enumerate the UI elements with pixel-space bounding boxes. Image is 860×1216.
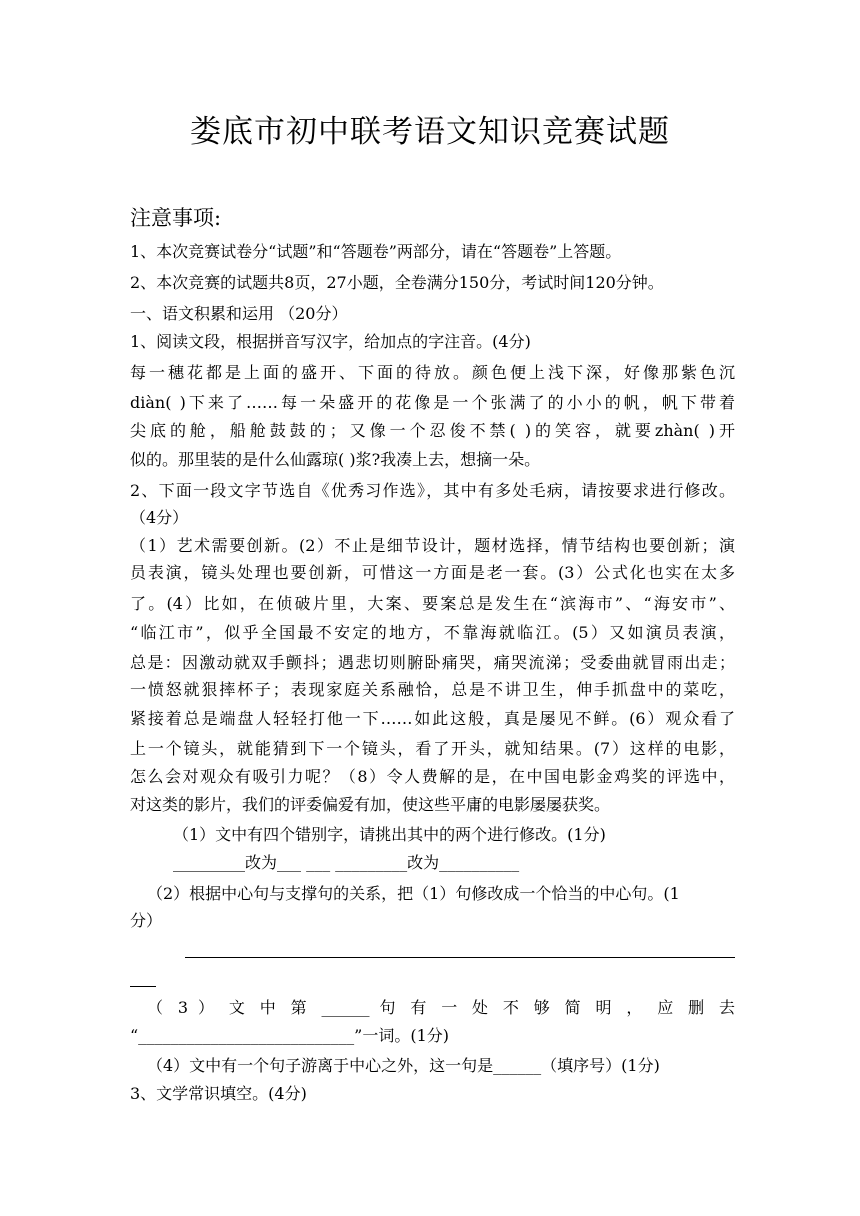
- question-heading: 1、阅读文段，根据拼音写汉字，给加点的字注音。(4分): [130, 332, 531, 351]
- notice-heading: 注意事项:: [130, 206, 222, 230]
- passage-line: （1）艺术需要创新。(2）不止是细节设计，题材选择，情节结构也要创新；演: [130, 536, 735, 555]
- passage-line: diàn( )下来了……每一朵盛开的花像是一个张满了的小小的帆，帆下带着: [130, 393, 735, 412]
- passage-line: 一愤怒就狠摔杯子；表现家庭关系融恰，总是不讲卫生，伸手抓盘中的菜吃，: [130, 680, 735, 699]
- subquestion-3: （ 3 ） 文 中 第 ______ 句 有 一 处 不 够 简 明 ， 应 删 去: [147, 998, 735, 1017]
- subquestion-1: （1）文中有四个错别字，请挑出其中的两个进行修改。(1分): [173, 825, 606, 844]
- question-heading: 2、下面一段文字节选自《优秀习作选》，其中有多处毛病，请按要求进行修改。: [130, 481, 735, 500]
- answer-line[interactable]: [185, 957, 735, 958]
- passage-line: “临江市”，似乎全国最不安定的地方，不靠海就临江。(5）又如演员表演，: [130, 623, 735, 642]
- section-heading: 一、语文积累和运用 （20分）: [130, 304, 348, 323]
- subquestion-2: （2）根据中心句与支撑句的关系，把（1）句修改成一个恰当的中心句。(1: [147, 884, 680, 903]
- passage-line: 总是：因激动就双手颤抖；遇悲切则腑卧痛哭，痛哭流涕；受委曲就冒雨出走；: [130, 653, 735, 672]
- subquestion-3-cont: “___________________________”一词。(1分): [130, 1026, 450, 1045]
- passage-line: 上一个镜头，就能猜到下一个镜头，看了开头，就知结果。(7）这样的电影，: [130, 739, 735, 758]
- instruction-line: 2、本次竞赛的试题共8页，27小题，全卷满分150分，考试时间120分钟。: [130, 273, 664, 292]
- passage-line: 员表演，镜头处理也要创新，可惜这一方面是老一套。(3）公式化也实在太多: [130, 563, 735, 582]
- passage-line: 紧接着总是端盘人轻轻打他一下……如此这般，真是屡见不鲜。(6）观众看了: [130, 709, 735, 728]
- passage-line: 了。(4）比如，在侦破片里，大案、要案总是发生在“滨海市”、“海安市”、: [130, 594, 735, 613]
- answer-line-end: [130, 986, 156, 987]
- passage-line: 怎么会对观众有吸引力呢？（8）令人费解的是，在中国电影金鸡奖的评选中，: [130, 767, 735, 786]
- question-heading: 3、文学常识填空。(4分): [130, 1084, 307, 1103]
- question-score: （4分）: [130, 508, 189, 527]
- answer-blank[interactable]: _________改为___ ___ _________改为__________: [173, 853, 520, 872]
- subquestion-2-cont: 分）: [130, 911, 163, 930]
- subquestion-4: （4）文中有一个句子游离于中心之外，这一句是______（填序号）(1分): [147, 1056, 660, 1075]
- passage-line: 对这类的影片，我们的评委偏爱有加，使这些平庸的电影屡屡获奖。: [130, 795, 611, 814]
- passage-line: 每一穗花都是上面的盛开、下面的待放。颜色便上浅下深，好像那紫色沉: [130, 363, 735, 382]
- passage-line: 尖底的舱，船舱鼓鼓的；又像一个忍俊不禁( )的笑容，就要zhàn( )开: [130, 421, 735, 440]
- exam-title: 娄底市初中联考语文知识竞赛试题: [190, 114, 670, 150]
- passage-line: 似的。那里装的是什么仙露琼( )浆?我凑上去，想摘一朵。: [130, 450, 541, 469]
- instruction-line: 1、本次竞赛试卷分“试题”和“答题卷”两部分，请在“答题卷”上答题。: [130, 242, 622, 261]
